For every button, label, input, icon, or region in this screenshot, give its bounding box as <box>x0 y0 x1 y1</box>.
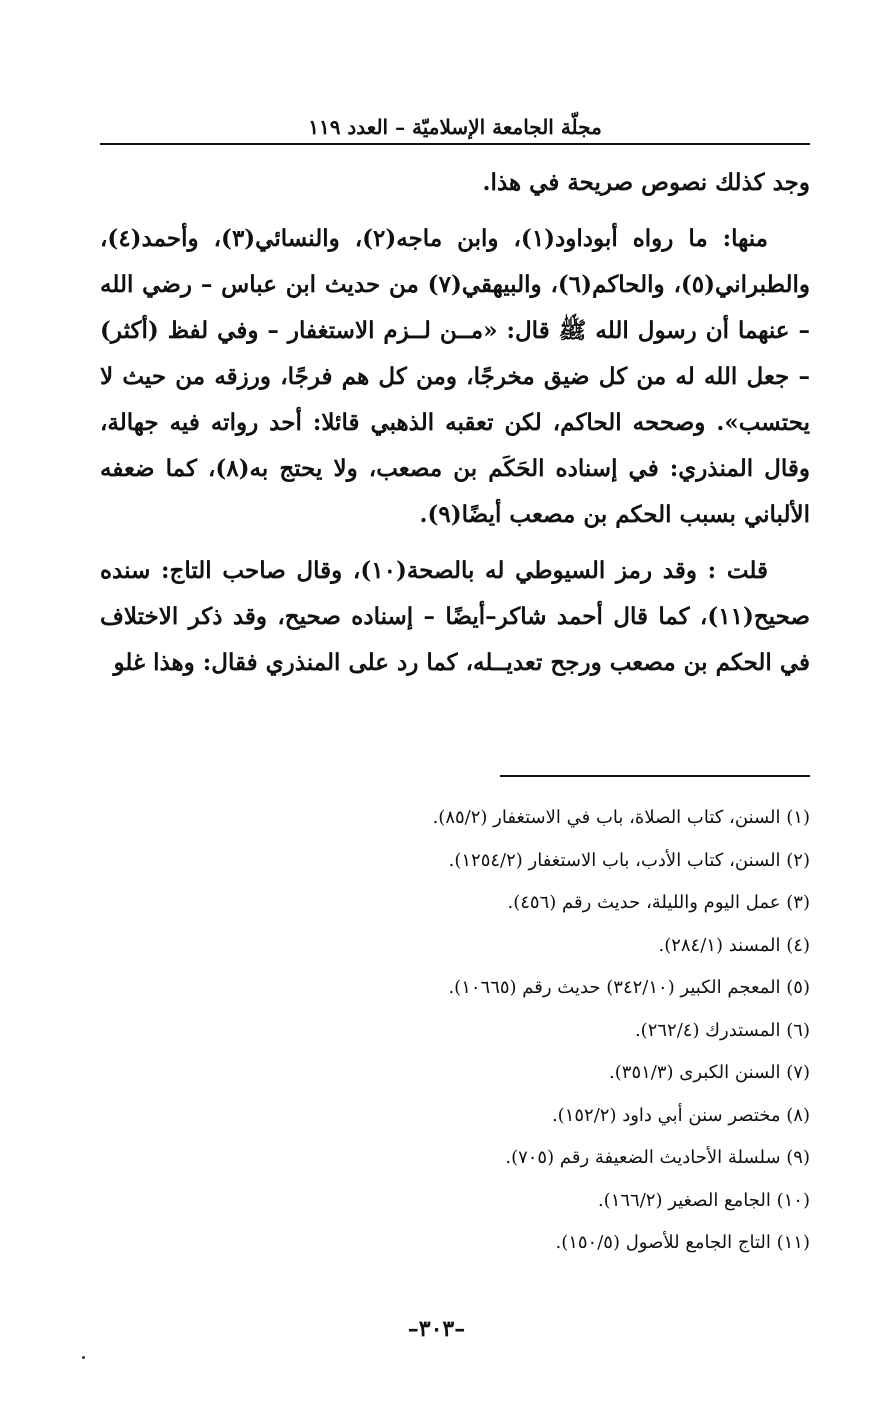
page-number: –٣٠٣– <box>407 1316 466 1342</box>
header-divider <box>100 143 810 145</box>
footnote-divider <box>500 775 810 777</box>
paragraph-1: وجد كذلك نصوص صريحة في هذا. <box>482 169 810 196</box>
journal-header: مجلّة الجامعة الإسلاميّة – العدد ١١٩ <box>308 115 602 139</box>
footnote-10: (١٠) الجامع الصغير (١٦٦/٢). <box>597 1189 810 1211</box>
main-text <box>100 160 810 696</box>
footnote-7: (٧) السنن الكبرى (٣٥١/٣). <box>609 1062 810 1083</box>
footnote-4: (٤) المسند (٢٨٤/١). <box>658 934 810 956</box>
footnote-9: (٩) سلسلة الأحاديث الضعيفة رقم (٧٠٥). <box>505 1147 810 1168</box>
footnote-5: (٥) المعجم الكبير (٣٤٢/١٠) حديث رقم (١٠٦٦٥). <box>448 977 810 998</box>
scan-speck <box>82 1356 85 1359</box>
paragraph-3: قلت : وقد رمز السيوطي له بالصحة(١٠)، وقال صاحب التاج: سنده صحيح(١١)، كما قال أحمد شاكر–أيضًا – إسناده صحيح، وقد ذكر الاختلاف في الحكم بن مصعب ورجح تعديــله، كما رد على المنذري فقال: وهذا غلو <box>100 557 810 676</box>
footnote-3: (٣) عمل اليوم والليلة، حديث رقم (٤٥٦). <box>507 892 810 913</box>
paragraph-2: منها: ما رواه أبوداود(١)، وابن ماجه(٢)، والنسائي(٣)، وأحمد(٤)، والطبراني(٥)، والحاكم(٦)، والبيهقي(٧) من حديث ابن عباس – رضي الله – عنهما أن رسول الله ﷺ قال: «مــن لــزم الاستغفار – وفي لفظ (أكثر) – جعل الله له من كل ضيق مخرجًا، ومن كل هم فرجًا، ورزقه من حيث لا يحتسب». وصححه الحاكم، لكن تعقبه الذهبي قائلا: أحد رواته فيه جهالة، وقال المنذري: في إسناده الحَكَم بن مصعب، ولا يحتج به(٨)، كما ضعفه الألباني بسبب الحكم بن مصعب أيضًا(٩). <box>100 225 810 528</box>
footnote-8: (٨) مختصر سنن أبي داود (١٥٢/٢). <box>551 1104 810 1126</box>
footnote-1: (١) السنن، كتاب الصلاة، باب في الاستغفار (٨٥/٢). <box>432 807 810 828</box>
footnotes-list <box>100 797 810 1265</box>
footnote-11: (١١) التاج الجامع للأصول (١٥٠/٥). <box>555 1232 810 1253</box>
footnote-2: (٢) السنن، كتاب الأدب، باب الاستغفار (١٢٥٤/٢). <box>448 849 810 871</box>
footnote-6: (٦) المستدرك (٢٦٢/٤). <box>634 1019 810 1041</box>
